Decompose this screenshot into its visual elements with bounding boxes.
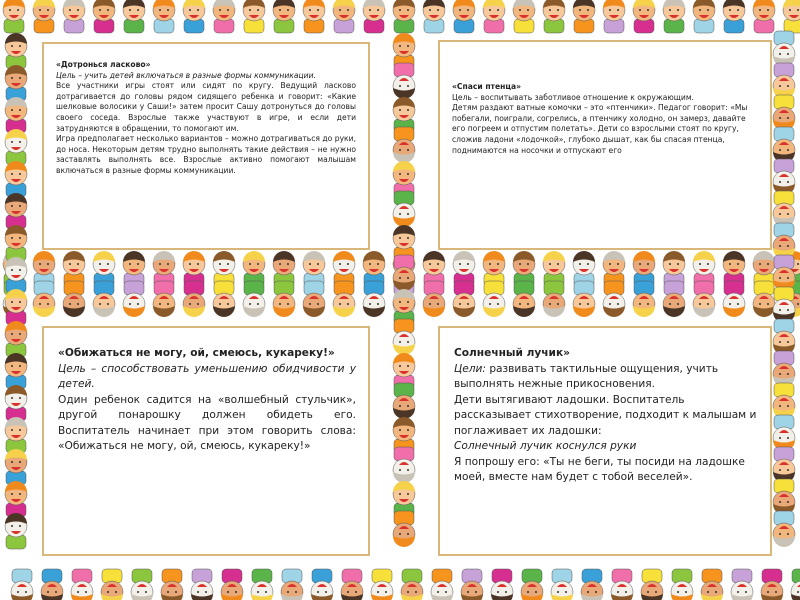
child-figure xyxy=(773,63,795,99)
child-figure xyxy=(251,569,273,600)
game-card-no-offense xyxy=(42,326,370,556)
child-figure xyxy=(273,281,295,317)
child-figure xyxy=(393,255,415,291)
child-figure xyxy=(5,65,27,101)
child-figure xyxy=(773,447,795,483)
child-figure xyxy=(101,569,123,600)
child-figure xyxy=(243,281,265,317)
child-figure xyxy=(773,383,795,419)
child-figure xyxy=(213,281,235,317)
child-figure xyxy=(701,569,723,600)
card-goal xyxy=(454,362,758,393)
child-figure xyxy=(483,281,505,317)
child-figure xyxy=(773,223,795,259)
child-figure xyxy=(723,0,745,33)
child-figure xyxy=(773,351,795,387)
card-goal-text: развивать тактильные ощущения, учить выполнять нежные прикосновения. xyxy=(454,362,719,390)
child-figure xyxy=(5,161,27,197)
child-figure xyxy=(573,281,595,317)
child-figure xyxy=(773,31,795,67)
card-paragraph: Один ребенок садится на «волшебный стульчик», другой понарошку должен обидеть его. Воспитатель начинает при этом говорить слова: «Обижаться не могу, ой, смеюсь, кукареку!» xyxy=(58,393,356,452)
child-figure xyxy=(183,0,205,33)
child-figure xyxy=(161,569,183,600)
child-figure xyxy=(633,281,655,317)
child-figure xyxy=(93,281,115,317)
child-figure xyxy=(5,129,27,165)
child-figure xyxy=(123,0,145,33)
child-figure xyxy=(783,0,800,33)
child-figure xyxy=(761,569,783,600)
child-figure xyxy=(3,0,25,33)
child-figure xyxy=(123,281,145,317)
child-figure xyxy=(773,319,795,355)
child-figure xyxy=(543,281,565,317)
child-figure xyxy=(393,127,415,163)
card-title: «Дотронься ласково» xyxy=(56,60,151,69)
child-figure xyxy=(753,281,775,317)
child-figure xyxy=(611,569,633,600)
game-card-sunbeam xyxy=(438,326,772,556)
child-figure xyxy=(671,569,693,600)
card-title: Солнечный лучик» xyxy=(454,347,570,359)
child-figure xyxy=(461,569,483,600)
child-figure xyxy=(543,0,565,33)
child-figure xyxy=(423,281,445,317)
child-figure xyxy=(491,569,513,600)
game-card-save-chick xyxy=(438,40,772,250)
child-figure xyxy=(723,281,745,317)
child-figure xyxy=(5,33,27,69)
child-figure xyxy=(663,0,685,33)
child-figure xyxy=(393,383,415,419)
child-figure xyxy=(5,481,27,517)
child-figure xyxy=(5,385,27,421)
child-figure xyxy=(663,281,685,317)
child-figure xyxy=(221,569,243,600)
child-figure xyxy=(5,193,27,229)
child-figure xyxy=(693,0,715,33)
child-figure xyxy=(5,97,27,133)
card-title: «Обижаться не могу, ой, смеюсь, кукареку!» xyxy=(58,347,335,359)
card-title: «Спаси птенца» xyxy=(452,82,522,91)
child-figure xyxy=(521,569,543,600)
child-figure xyxy=(393,191,415,227)
child-figure xyxy=(5,257,27,293)
child-figure xyxy=(303,281,325,317)
child-figure xyxy=(573,0,595,33)
child-figure xyxy=(5,321,27,357)
child-figure xyxy=(773,191,795,227)
child-figure xyxy=(431,569,453,600)
child-figure xyxy=(213,0,235,33)
child-figure xyxy=(11,569,33,600)
card-paragraph: Я попрошу его: «Ты не беги, ты посиди на ладошке моей, вместе нам будет с тобой веселей». xyxy=(454,455,745,483)
child-figure xyxy=(773,479,795,515)
child-figure xyxy=(401,569,423,600)
child-figure xyxy=(153,281,175,317)
child-figure xyxy=(5,417,27,453)
child-figure xyxy=(393,319,415,355)
child-figure xyxy=(393,447,415,483)
child-figure xyxy=(633,0,655,33)
child-figure xyxy=(363,281,385,317)
child-figure xyxy=(131,569,153,600)
child-figure xyxy=(773,127,795,163)
child-figure xyxy=(5,289,27,325)
child-figure xyxy=(5,353,27,389)
child-figure xyxy=(753,0,775,33)
child-figure xyxy=(341,569,363,600)
child-figure xyxy=(191,569,213,600)
card-paragraph: Детям раздают ватные комочки – это «птенчики». Педагог говорит: «Мы побегали, поиграли, согрелись, а птенчику холодно, он замерз, давайте его погреем и отпустим полетать». Дети со взрослыми стоят по кругу, сложив ладони «лодочкой», глубоко дышат, как бы спасая птенца, поднимаются на носочки и отпускают его xyxy=(452,103,748,155)
child-figure xyxy=(303,0,325,33)
child-figure xyxy=(41,569,63,600)
child-figure xyxy=(731,569,753,600)
child-figure xyxy=(363,0,385,33)
child-figure xyxy=(483,0,505,33)
card-goal: Цель – способствовать уменьшению обидчивости у детей. xyxy=(58,362,356,390)
game-card-touch-gently xyxy=(42,42,370,250)
child-figure xyxy=(513,0,535,33)
card-paragraph: Дети вытягивают ладошки. Воспитатель рассказывает стихотворение, подходит к малышам и поглаживает их ладошки: xyxy=(454,393,757,437)
child-figure xyxy=(693,281,715,317)
child-figure xyxy=(773,95,795,131)
child-figure xyxy=(63,281,85,317)
child-figure xyxy=(71,569,93,600)
child-figure xyxy=(393,63,415,99)
child-figure xyxy=(33,0,55,33)
child-figure xyxy=(273,0,295,33)
child-figure xyxy=(513,281,535,317)
child-figure xyxy=(63,0,85,33)
child-figure xyxy=(773,511,795,547)
child-figure xyxy=(393,0,415,33)
child-figure xyxy=(581,569,603,600)
child-figure xyxy=(423,0,445,33)
card-paragraph: Игра предполагает несколько вариантов – можно дотрагиваться до руки, до носа. Некоторым детям трудно выполнять такие действия – не нужно заставлять выполнять все. Взрослые активно помогают малышам включаться в разные формы коммуникации. xyxy=(56,134,356,175)
child-figure xyxy=(333,281,355,317)
card-goal: Цель – воспитывать заботливое отношение к окружающим. xyxy=(452,92,694,102)
card-paragraph: Солнечный лучик коснулся руки xyxy=(454,440,637,452)
child-figure xyxy=(773,255,795,291)
card-goal-label: Цели: xyxy=(454,362,486,375)
child-figure xyxy=(773,287,795,323)
child-figure xyxy=(641,569,663,600)
child-figure xyxy=(773,415,795,451)
card-paragraph: Все участники игры стоят или сидят по кругу. Ведущий ласково дотрагивается до головы рядом сидящего ребенка и говорит: «Какие шелковые волосики у Саши!» затем просит Сашу дотронуться до головы своего соседа. Взрослые также участвуют в игре, и если дети затрудняются в обращении, то помогают им. xyxy=(56,81,356,133)
child-figure xyxy=(603,0,625,33)
child-figure xyxy=(453,0,475,33)
child-figure xyxy=(311,569,333,600)
child-figure xyxy=(603,281,625,317)
child-figure xyxy=(791,569,800,600)
child-figure xyxy=(243,0,265,33)
child-figure xyxy=(453,281,475,317)
child-figure xyxy=(33,281,55,317)
child-figure xyxy=(281,569,303,600)
child-figure xyxy=(5,513,27,549)
child-figure xyxy=(393,511,415,547)
child-figure xyxy=(333,0,355,33)
card-goal: Цель – учить детей включаться в разные формы коммуникации. xyxy=(56,70,316,80)
child-figure xyxy=(183,281,205,317)
child-figure xyxy=(5,225,27,261)
child-figure xyxy=(93,0,115,33)
child-figure xyxy=(371,569,393,600)
child-figure xyxy=(153,0,175,33)
child-figure xyxy=(551,569,573,600)
child-figure xyxy=(5,449,27,485)
child-figure xyxy=(773,159,795,195)
